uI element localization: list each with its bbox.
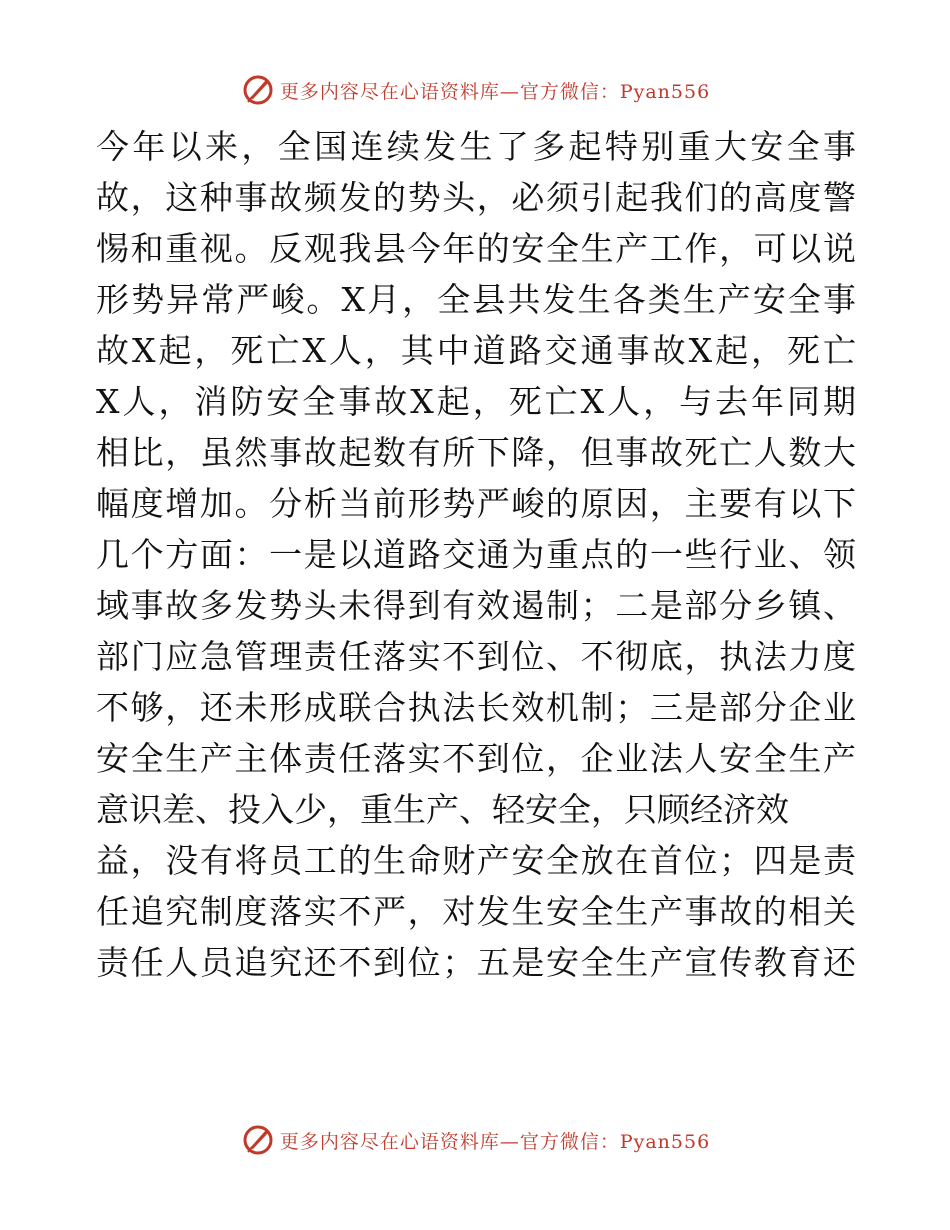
text-line: 形势异常严峻。X月，全县共发生各类生产安全事 [96, 280, 856, 319]
document-body [96, 121, 856, 988]
text-line: 安全生产主体责任落实不到位，企业法人安全生产 [96, 739, 856, 778]
text-line: 故，这种事故频发的势头，必须引起我们的高度警 [96, 178, 856, 217]
text-line: 域事故多发势头未得到有效遏制；二是部分乡镇、 [96, 586, 856, 625]
header-banner [0, 72, 950, 108]
text-line: 意识差、投入少，重生产、轻安全，只顾经济效 [96, 790, 789, 829]
footer-banner [0, 1122, 950, 1158]
text-line: 故X起，死亡X人，其中道路交通事故X起，死亡 [96, 331, 856, 370]
quill-pen-logo-icon [240, 1122, 276, 1158]
text-line: 部门应急管理责任落实不到位、不彻底，执法力度 [96, 637, 856, 676]
banner-text: 更多内容尽在心语资料库—官方微信：Pyan556 [279, 1130, 711, 1153]
quill-pen-logo-icon [240, 72, 276, 108]
text-line: 益，没有将员工的生命财产安全放在首位；四是责 [96, 841, 856, 880]
text-line: 相比，虽然事故起数有所下降，但事故死亡人数大 [96, 433, 856, 472]
text-line: 惕和重视。反观我县今年的安全生产工作，可以说 [96, 229, 856, 268]
text-line: 不够，还未形成联合执法长效机制；三是部分企业 [96, 688, 856, 727]
banner-text: 更多内容尽在心语资料库—官方微信：Pyan556 [279, 80, 711, 103]
text-line: 幅度增加。分析当前形势严峻的原因，主要有以下 [96, 484, 856, 523]
text-line: 几个方面：一是以道路交通为重点的一些行业、领 [96, 535, 856, 574]
text-line: X人，消防安全事故X起，死亡X人，与去年同期 [96, 382, 856, 421]
text-line: 任追究制度落实不严，对发生安全生产事故的相关 [96, 892, 856, 931]
text-line: 责任人员追究还不到位；五是安全生产宣传教育还 [96, 943, 856, 982]
text-line: 今年以来，全国连续发生了多起特别重大安全事 [96, 127, 856, 166]
